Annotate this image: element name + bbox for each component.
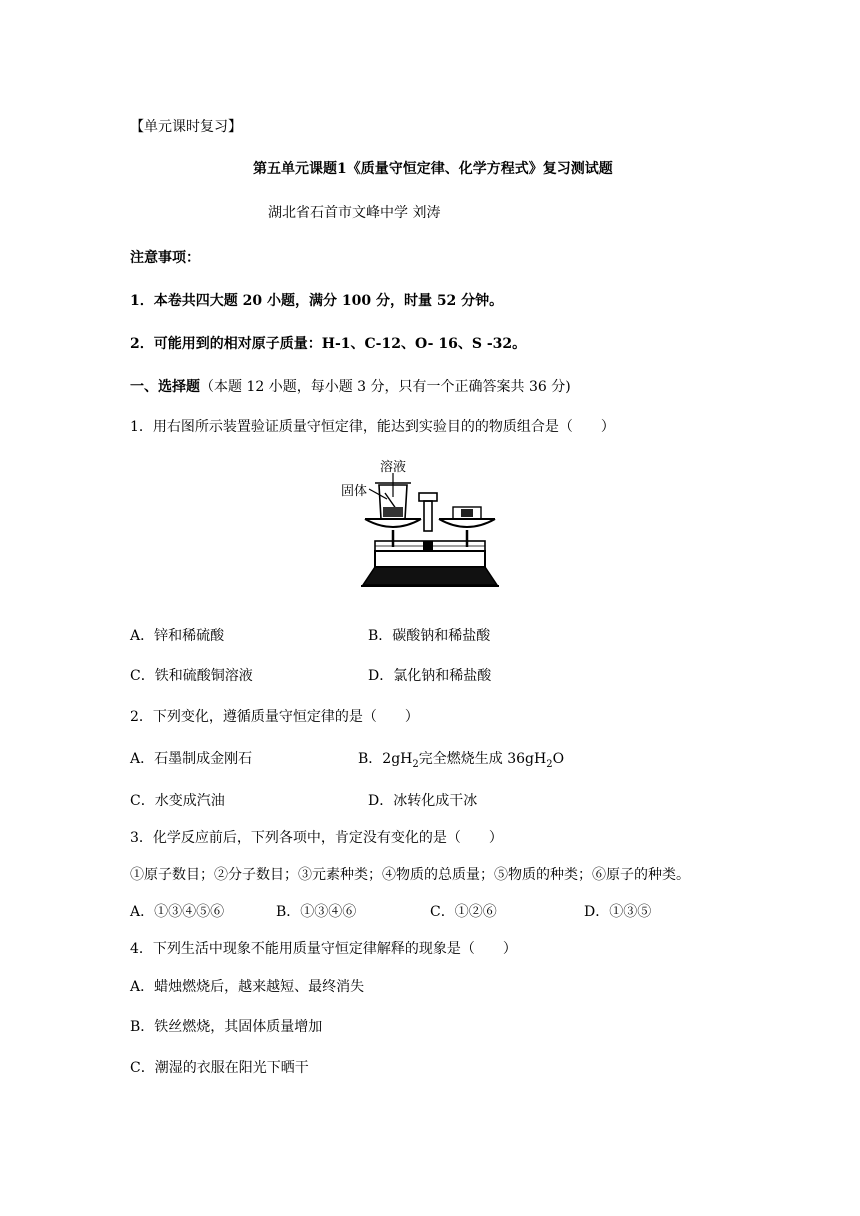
q1-stem: 1．用右图所示装置验证质量守恒定律，能达到实验目的的物质组合是（ ） <box>130 419 615 435</box>
q3-option-c: C．①②⑥ <box>430 904 497 920</box>
q2-b-sub2: 2 <box>546 758 553 770</box>
q2-stem: 2．下列变化，遵循质量守恒定律的是（ ） <box>130 709 419 725</box>
q1-option-d: D．氯化钠和稀盐酸 <box>368 668 492 684</box>
balance-scale-figure <box>335 455 505 595</box>
section-label: 一、选择题 <box>130 379 200 395</box>
figure-label-solution: 溶液 <box>380 460 407 475</box>
q4-option-b: B．铁丝燃烧，其固体质量增加 <box>130 1019 323 1035</box>
q2-option-a: A．石墨制成金刚石 <box>130 751 253 767</box>
section-desc: （本题 12 小题，每小题 3 分，只有一个正确答案共 36 分) <box>200 379 571 395</box>
q2-b-sub1: 2 <box>412 758 419 770</box>
figure-label-solid: 固体 <box>341 484 368 499</box>
notes-item-2: 2．可能用到的相对原子质量：H-1、C-12、O- 16、S -32。 <box>130 336 527 352</box>
q4-option-a: A．蜡烛燃烧后，越来越短、最终消失 <box>130 979 365 995</box>
q3-stem: 3．化学反应前后，下列各项中，肯定没有变化的是（ ） <box>130 830 503 846</box>
q1-option-c: C．铁和硫酸铜溶液 <box>130 668 253 684</box>
q3-items: ①原子数目；②分子数目；③元素种类；④物质的总质量；⑤物质的种类；⑥原子的种类。 <box>130 867 690 883</box>
q4-option-c: C．潮湿的衣服在阳光下晒干 <box>130 1060 309 1076</box>
q3-option-d: D．①③⑤ <box>584 904 652 920</box>
q2-option-d: D．冰转化成干冰 <box>368 793 478 809</box>
notes-item-1: 1．本卷共四大题 20 小题，满分 100 分，时量 52 分钟。 <box>130 293 504 309</box>
q1-option-a: A．锌和稀硫酸 <box>130 628 225 644</box>
q3-option-a: A．①③④⑤⑥ <box>130 904 225 920</box>
header-tag: 【单元课时复习】 <box>130 119 242 135</box>
q2-option-c: C．水变成汽油 <box>130 793 225 809</box>
page-title: 第五单元课题1《质量守恒定律、化学方程式》复习测试题 <box>253 161 613 177</box>
q2-b-post: O <box>552 751 565 767</box>
section-heading <box>130 378 571 396</box>
notes-heading: 注意事项： <box>130 250 200 266</box>
q4-stem: 4．下列生活中现象不能用质量守恒定律解释的现象是（ ） <box>130 941 517 957</box>
q3-option-b: B．①③④⑥ <box>276 904 357 920</box>
author-line: 湖北省石首市文峰中学 刘涛 <box>268 205 441 221</box>
q2-b-pre: B．2gH <box>358 751 413 767</box>
q2-b-mid: 完全燃烧生成 36gH <box>418 751 547 767</box>
q2-option-b <box>358 750 564 774</box>
q1-option-b: B．碳酸钠和稀盐酸 <box>368 628 491 644</box>
